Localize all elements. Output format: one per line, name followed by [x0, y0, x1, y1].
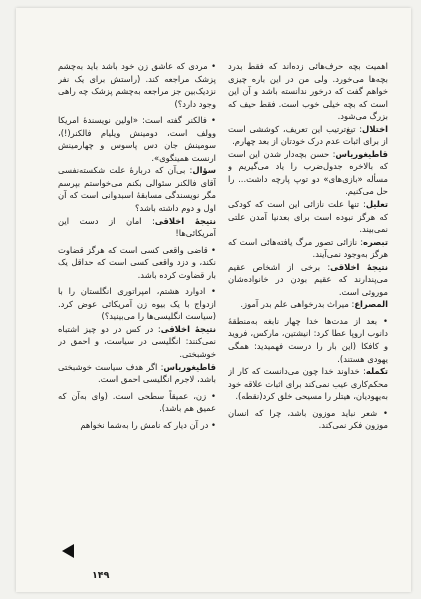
- paragraph-16: نتیجهٔ اخلاقی: در کس در دو چیز اشتباه نمی‌کنند: انگلیسی در سیاست، و احمق در خوشبختی.: [58, 323, 216, 360]
- paragraph-17: قاطیغوریاس: اگر هدف سیاست خوشبختی باشد، لاجرم انگلیسی احمق است.: [58, 361, 216, 385]
- paragraph-15: • ادوارد هشتم، امپراتوری انگلستان را با ازدواج با یک بیوه زن آمریکائی عوض کرد. (سیاست انگلیسی‌ها را می‌بینید؟): [58, 285, 216, 323]
- paragraph-3: تعلیل: تنها علت نازائی این است که کودکی که هرگز نبوده است برای بعدنیا آمدن علتی نمی‌بیند.: [228, 199, 388, 235]
- paragraph-4: تبصره: نازائی تصور مرگ یافته‌هائی است که هرگز به‌وجود نمی‌آیند.: [228, 236, 388, 260]
- paragraph-11: • فالکنر گفته است: «اولین نویسندهٔ امریکا وولف است، دومینش ویلیام فالکنر(!)، سومینش جان دس پاسوس و چهارمینش ارنست همینگوی».: [58, 114, 216, 164]
- paragraph-13: نتیجهٔ اخلاقی: امان از دست این آمریکائی‌ها!: [58, 215, 216, 239]
- continue-arrow-icon: [62, 544, 74, 558]
- book-page: [16, 8, 411, 592]
- paragraph-1: اختلال: تیغ‌ترتیب این تعریف، کوششی است از برای اثبات عدم درک خودتان از بعد چهارم.: [228, 123, 388, 147]
- paragraph-14: • قاضی واقعی کسی است که هرگز قضاوت نکند، و دزد واقعی کسی است که حداقل یک بار قضاوت کرده باشد.: [58, 244, 216, 282]
- paragraph-18: • زن، عمیقاً سطحی است. (وای به‌آن که عمیق هم باشد).: [58, 390, 216, 415]
- paragraph-9: • شعر نباید موزون باشد، چرا که انسان موزون فکر نمی‌کند.: [228, 407, 388, 432]
- paragraph-8: تکمله: خداوند خدا چون می‌دانست که کار از محکم‌کاری عیب نمی‌کند برای اثبات علاقه خود به‌یهودیان، هیتلر را مسیحی خلق کرد(نقطه).: [228, 366, 388, 402]
- right-column: [228, 60, 388, 570]
- paragraph-7: • بعد از مدت‌ها خدا چهار نابغه به‌منطقهٔ دانوب اروپا عطا کرد: انیشتین، مارکس، فروید و کافکا (این بار را درست فهمیدید: همگی یهودی هستند).: [228, 315, 388, 365]
- paragraph-6: المصراع: میراث بدرخواهی علم بدر آموز.: [240, 299, 388, 310]
- paragraph-10: • مردی که عاشق زن خود باشد باید به‌چشم پزشک مراجعه کند. (راستش برای یک نفر نزدیک‌بین جز مراجعه به‌چشم پزشک چه راهی وجود دارد؟): [58, 60, 216, 110]
- paragraph-5: نتیجهٔ اخلاقی: برخی از اشخاص عقیم می‌پندارند که عقیم بودن در خانواده‌شان موروثی است.: [228, 261, 388, 297]
- page-number: ۱۴۹: [92, 570, 110, 581]
- paragraph-2: قاطیغوریاس: حسن بچه‌دار شدن این است که بالاخره جدول‌ضرب را یاد می‌گیریم و مسأله «بازی‌های» دو توپ پارچه داشت... را حل می‌کنیم.: [228, 148, 388, 197]
- paragraph-19: • در آن دیار که نامش را به‌شما نخواهم: [58, 419, 216, 432]
- paragraph-12: سؤال: بی‌آن که دربارهٔ علت شکسته‌نفسی آقای فالکنر سئوالی بکنم می‌خواستم بپرسم مگر نویسندگی مسابقهٔ اسبدوانی است که آن اول و دوم داشته باشد؟: [58, 165, 216, 214]
- left-column: [58, 60, 216, 570]
- paragraph-0: اهمیت بچه حرف‌هائی زده‌اند که فقط بدرد بچه‌ها می‌خورد. ولی من در این باره چیزی خواهم گفت که درخور ندانسته باشد و آن این است که بچه خیلی خوب است. فقط حیف که بزرگ می‌شود.: [228, 61, 388, 122]
